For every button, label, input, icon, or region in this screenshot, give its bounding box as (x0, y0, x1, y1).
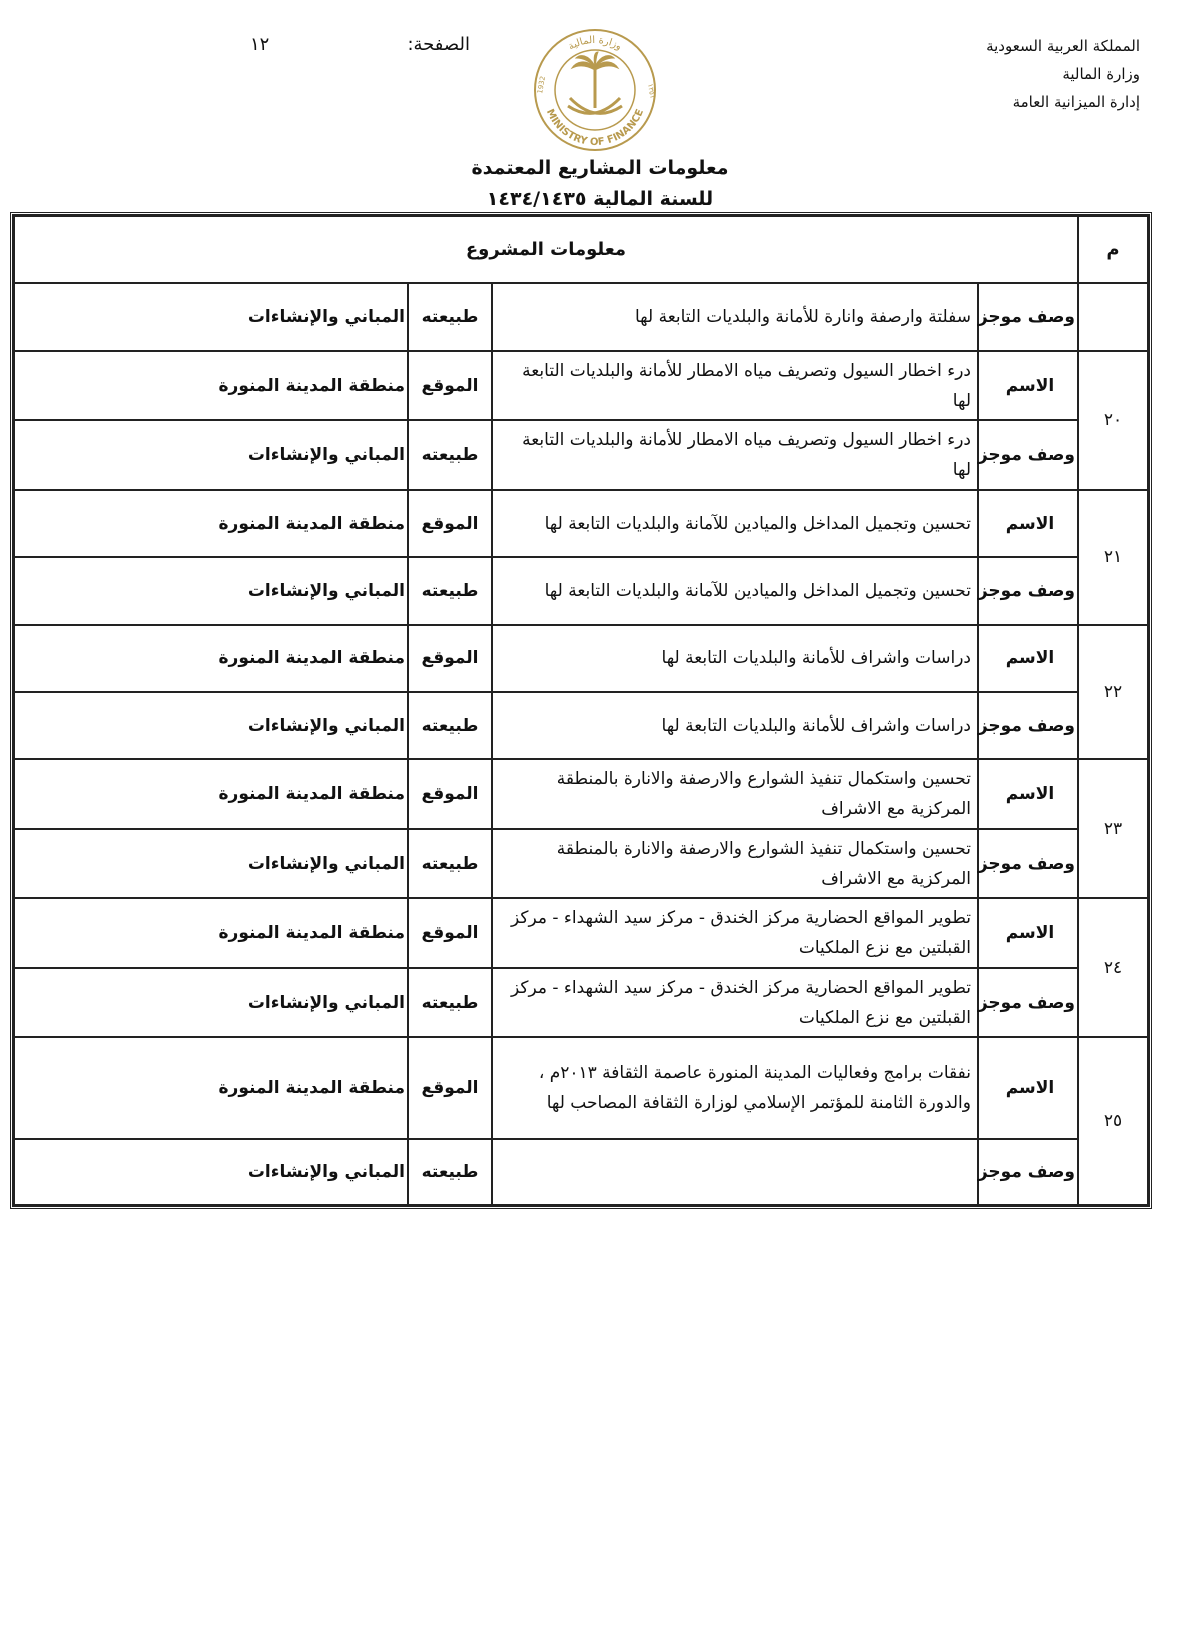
brief-cell: تحسين واستكمال تنفيذ الشوارع والارصفة والانارة بالمنطقة المركزية مع الاشراف (492, 829, 978, 899)
ministry-seal-icon (526, 28, 664, 152)
number-cell: ٢٢ (1078, 625, 1148, 760)
nature-cell: المباني والإنشاءات (14, 692, 408, 759)
table-row (14, 829, 1148, 899)
number-cell: ٢٠ (1078, 351, 1148, 490)
number-cell: ٢١ (1078, 490, 1148, 625)
seal-year-right: ١٣٥١ (646, 82, 657, 100)
table-row (14, 420, 1148, 490)
name-cell: نفقات برامج وفعاليات المدينة المنورة عاصمة الثقافة ٢٠١٣م ، والدورة الثامنة للمؤتمر الإسلامي لوزارة الثقافة المصاحب لها (492, 1037, 978, 1138)
ministry-name: وزارة المالية (1062, 65, 1140, 83)
location-label: الموقع (408, 898, 492, 968)
projects-table (13, 215, 1149, 1206)
location-cell: منطقة المدينة المنورة (14, 625, 408, 692)
name-cell: درء اخطار السيول وتصريف مياه الامطار للأمانة والبلديات التابعة لها (492, 351, 978, 421)
projects-table-frame (10, 212, 1152, 1209)
nature-cell: المباني والإنشاءات (14, 420, 408, 490)
table-header-row (14, 216, 1148, 283)
seal-year-left: 1932 (536, 75, 548, 95)
nature-label: طبيعته (408, 283, 492, 350)
table-row (14, 1037, 1148, 1138)
brief-label: وصف موجز (978, 829, 1078, 899)
table-row (14, 557, 1148, 624)
location-label: الموقع (408, 351, 492, 421)
table-row (14, 759, 1148, 829)
brief-cell: تحسين وتجميل المداخل والميادين للآمانة والبلديات التابعة لها (492, 557, 978, 624)
number-cell: ٢٤ (1078, 898, 1148, 1037)
table-row (14, 490, 1148, 557)
nature-cell: المباني والإنشاءات (14, 283, 408, 350)
nature-cell: المباني والإنشاءات (14, 968, 408, 1038)
page-number: ١٢ (250, 34, 270, 55)
table-row (14, 898, 1148, 968)
header-number-cell: م (1078, 216, 1148, 283)
location-label: الموقع (408, 490, 492, 557)
brief-label: وصف موجز (978, 968, 1078, 1038)
location-cell: منطقة المدينة المنورة (14, 1037, 408, 1138)
nature-cell: المباني والإنشاءات (14, 557, 408, 624)
table-row (14, 351, 1148, 421)
table-row (14, 1139, 1148, 1205)
location-label: الموقع (408, 1037, 492, 1138)
location-cell: منطقة المدينة المنورة (14, 351, 408, 421)
nature-label: طبيعته (408, 968, 492, 1038)
brief-label: وصف موجز (978, 283, 1078, 350)
title-line-1: معلومات المشاريع المعتمدة (471, 157, 729, 179)
name-label: الاسم (978, 625, 1078, 692)
title-line-2: للسنة المالية ١٤٣٤/١٤٣٥ (486, 188, 714, 210)
page-label: الصفحة: (407, 34, 470, 55)
palm-and-swords-icon (568, 52, 622, 113)
brief-label: وصف موجز (978, 1139, 1078, 1205)
name-label: الاسم (978, 898, 1078, 968)
number-cell (1078, 283, 1148, 350)
name-cell: تحسين وتجميل المداخل والميادين للآمانة والبلديات التابعة لها (492, 490, 978, 557)
name-label: الاسم (978, 490, 1078, 557)
nature-label: طبيعته (408, 420, 492, 490)
table-row (14, 283, 1148, 350)
nature-label: طبيعته (408, 1139, 492, 1205)
brief-label: وصف موجز (978, 557, 1078, 624)
name-cell: تحسين واستكمال تنفيذ الشوارع والارصفة والانارة بالمنطقة المركزية مع الاشراف (492, 759, 978, 829)
brief-cell: دراسات واشراف للأمانة والبلديات التابعة لها (492, 692, 978, 759)
page-indicator (250, 34, 470, 64)
location-cell: منطقة المدينة المنورة (14, 759, 408, 829)
nature-cell: المباني والإنشاءات (14, 1139, 408, 1205)
name-cell: تطوير المواقع الحضارية مركز الخندق - مركز سيد الشهداء - مركز القبلتين مع نزع الملكيات (492, 898, 978, 968)
brief-cell (492, 1139, 978, 1205)
department-name: إدارة الميزانية العامة (1012, 93, 1140, 111)
header-info-cell: معلومات المشروع (14, 216, 1078, 283)
number-cell: ٢٥ (1078, 1037, 1148, 1205)
name-label: الاسم (978, 351, 1078, 421)
letterhead (986, 32, 1140, 116)
nature-cell: المباني والإنشاءات (14, 829, 408, 899)
brief-label: وصف موجز (978, 420, 1078, 490)
brief-cell: تطوير المواقع الحضارية مركز الخندق - مركز سيد الشهداء - مركز القبلتين مع نزع الملكيات (492, 968, 978, 1038)
number-cell: ٢٣ (1078, 759, 1148, 898)
brief-cell: سفلتة وارصفة وانارة للأمانة والبلديات التابعة لها (492, 283, 978, 350)
location-cell: منطقة المدينة المنورة (14, 490, 408, 557)
name-label: الاسم (978, 1037, 1078, 1138)
brief-cell: درء اخطار السيول وتصريف مياه الامطار للأمانة والبلديات التابعة لها (492, 420, 978, 490)
nature-label: طبيعته (408, 692, 492, 759)
table-row (14, 625, 1148, 692)
table-row (14, 692, 1148, 759)
nature-label: طبيعته (408, 557, 492, 624)
seal-bottom-text: MINISTRY OF FINANCE (543, 107, 647, 149)
name-cell: دراسات واشراف للأمانة والبلديات التابعة لها (492, 625, 978, 692)
name-label: الاسم (978, 759, 1078, 829)
table-row (14, 968, 1148, 1038)
kingdom-name: المملكة العربية السعودية (986, 37, 1140, 55)
location-cell: منطقة المدينة المنورة (14, 898, 408, 968)
seal-top-text: وزارة المالية (566, 34, 624, 53)
location-label: الموقع (408, 625, 492, 692)
brief-label: وصف موجز (978, 692, 1078, 759)
document-title (0, 152, 1200, 214)
location-label: الموقع (408, 759, 492, 829)
nature-label: طبيعته (408, 829, 492, 899)
